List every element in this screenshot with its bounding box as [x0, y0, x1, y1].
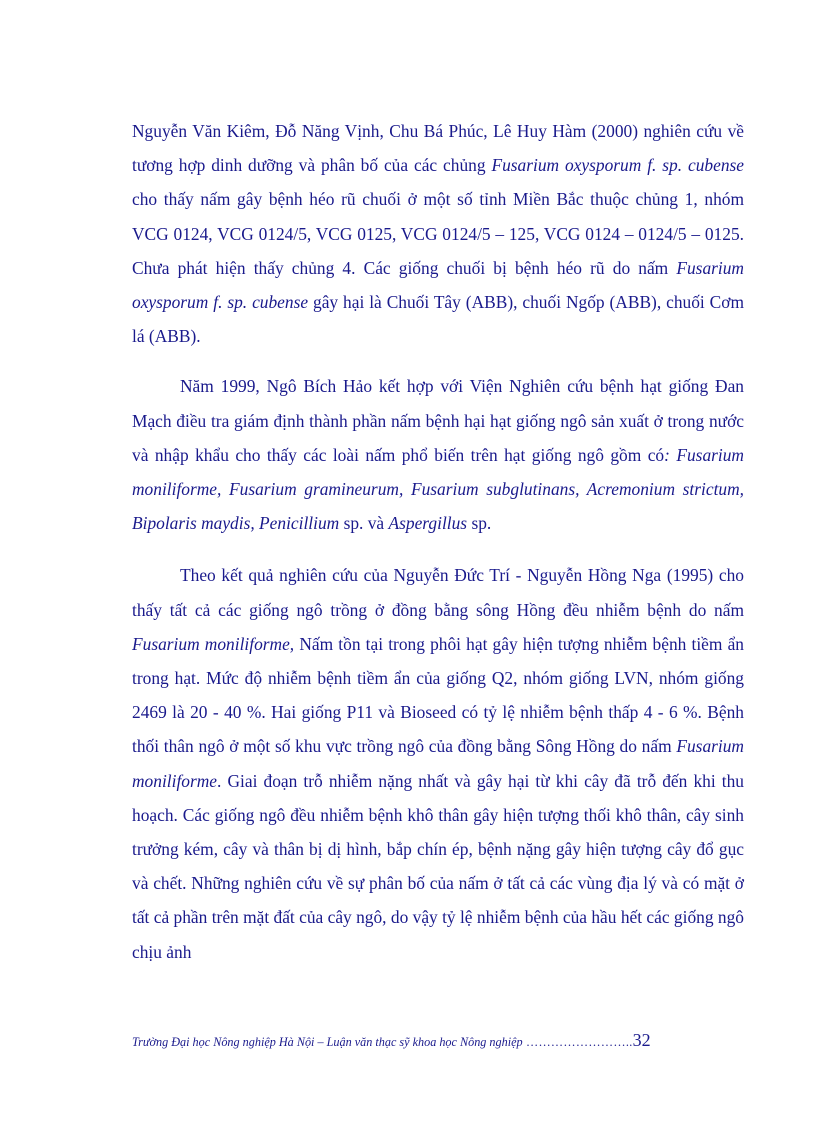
text-run: cho thấy nấm gây bệnh héo rũ chuối ở một số tỉnh Miền Bắc thuộc chủng 1, nhóm VCG 0124, VCG 0124/5, VCG 0125, VCG 0124/5 – 125, VCG 0124 – 0124/5 – 0125. Chưa phát hiện thấy chủng 4. Các giống chuối bị bệnh héo rũ do nấm [132, 189, 744, 278]
text-run: Nấm tồn tại trong phôi hạt gây hiện tượng nhiễm bệnh tiềm ẩn trong hạt. Mức độ nhiễm bệnh tiềm ẩn của giống Q2, nhóm giống LVN, nhóm giống 2469 là 20 - 40 %. Hai giống P11 và Bioseed có tỷ lệ nhiễm bệnh thấp 4 - 6 %. Bệnh thối thân ngô ở một số khu vực trồng ngô của đồng bằng Sông Hồng do nấm [132, 633, 744, 757]
species-list: : Fusarium moniliforme, Fusarium gramineurum, Fusarium subglutinans, Acremonium strictum, Bipolaris maydis, Penicillium [132, 444, 744, 534]
paragraph [132, 114, 744, 353]
body-text [132, 114, 744, 969]
footer-dots: …………………….. [522, 1035, 633, 1049]
text-run: . Giai đoạn trỗ nhiễm nặng nhất và gây hại từ khi cây đã trỗ đến khi thu hoạch. Các giống ngô đều nhiễm bệnh khô thân gây hiện tượng thối khô thân, cây sinh trưởng kém, cây và thân bị dị hình, bắp chín ép, bệnh nặng gây hiện tượng cây đổ gục và chết. Những nghiên cứu về sự phân bố của nấm ở tất cả các vùng địa lý và có mặt ở tất cả phần trên mặt đất của cây ngô, do vậy tỷ lệ nhiễm bệnh của hầu hết các giống ngô chịu ảnh [132, 770, 744, 962]
text-run: gây hại là Chuối Tây (ABB), chuối Ngốp (ABB), chuối Cơm lá (ABB). [132, 292, 745, 347]
species-name: Fusarium oxysporum f. sp. cubense [132, 257, 744, 313]
species-name: Fusarium moniliforme, [132, 633, 295, 654]
species-name: Aspergillus [388, 513, 468, 534]
text-run: Nguyễn Văn Kiêm, Đỗ Năng Vịnh, Chu Bá Phúc, Lê Huy Hàm (2000) nghiên cứu về tương hợp dinh dưỡng và phân bố của các chủng [132, 121, 744, 176]
text-run: sp. và [339, 513, 389, 534]
footer-text: Trường Đại học Nông nghiệp Hà Nội – Luận văn thạc sỹ khoa học Nông nghiệp [132, 1035, 523, 1049]
text-run: Năm 1999, Ngô Bích Hảo kết hợp với Viện Nghiên cứu bệnh hạt giống Đan Mạch điều tra giám định thành phần nấm bệnh hại hạt giống ngô sản xuất ở trong nước và nhập khẩu cho thấy các loài nấm phổ biến trên hạt giống ngô gồm có [132, 376, 744, 465]
page-footer [132, 1030, 692, 1051]
paragraph [132, 369, 744, 540]
species-name: Fusarium moniliforme [132, 736, 744, 791]
species-name: Fusarium oxysporum f. sp. cubense [491, 155, 744, 176]
text-run: sp. [467, 513, 492, 534]
paragraph [132, 558, 744, 968]
text-run: Theo kết quả nghiên cứu của Nguyễn Đức Trí - Nguyễn Hồng Nga (1995) cho thấy tất cả các giống ngô trồng ở đồng bằng sông Hồng đều nhiễm bệnh do nấm [132, 565, 744, 620]
page-number: 32 [632, 1030, 651, 1050]
